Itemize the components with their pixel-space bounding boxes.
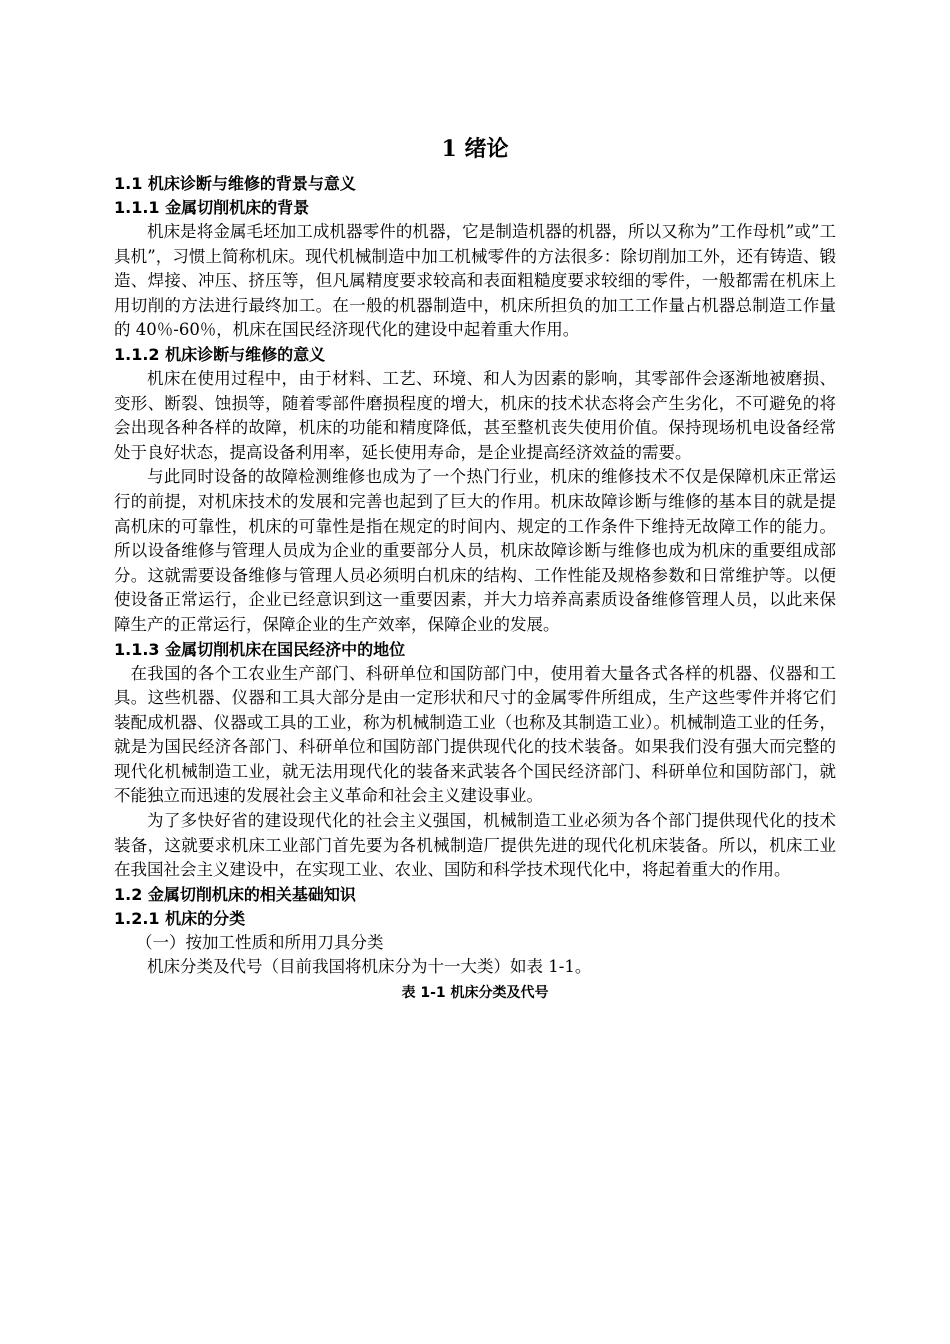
- paragraph-maintenance-industry: 与此同时设备的故障检测维修也成为了一个热门行业，机床的维修技术不仅是保障机床正常运行的前提，对机床技术的发展和完善也起到了巨大的作用。机床故障诊断与维修的基本目的就是提高机床的可靠性，机床的可靠性是指在规定的时间内、规定的工作条件下维持无故障工作的能力。所以设备维修与管理人员成为企业的重要部分人员，机床故障诊断与维修也成为机床的重要组成部分。这就需要设备维修与管理人员必须明白机床的结构、工作性能及规格参数和日常维护等。以便使设备正常运行，企业已经意识到这一重要因素，并大力培养高素质设备维修管理人员，以此来保障生产的正常运行，保障企业的生产效率，保障企业的发展。: [114, 467, 836, 634]
- section-heading-1-2-1: 1.2.1 机床的分类: [114, 908, 246, 928]
- list-item-classification-by-process: （一）按加工性质和所用刀具分类: [136, 932, 384, 952]
- paragraph-diagnosis-significance: 机床在使用过程中，由于材料、工艺、环境、和人为因素的影响，其零部件会逐渐地被磨损、变形、断裂、蚀损等，随着零部件磨损程度的增大，机床的技术状态将会产生劣化，不可避免的将会出现各种各样的故障，机床的功能和精度降低，甚至整机丧失使用价值。保持现场机电设备经常处于良好状态，提高设备利用率，延长使用寿命，是企业提高经济效益的需要。: [114, 368, 836, 462]
- section-heading-1-1: 1.1 机床诊断与维修的背景与意义: [114, 174, 356, 193]
- paragraph-modernization: 为了多快好省的建设现代化的社会主义强国，机械制造工业必须为各个部门提供现代化的技术装备，这就要求机床工业部门首先要为各机械制造厂提供先进的现代化机床装备。所以，机床工业在我国社会主义建设中，在实现工业、农业、国防和科学技术现代化中，将起着重大的作用。: [114, 811, 836, 880]
- paragraph-machine-tool-background: 机床是将金属毛坯加工成机器零件的机器，它是制造机器的机器，所以又称为”工作母机”或”工具机”，习惯上简称机床。现代机械制造中加工机械零件的方法很多：除切削加工外，还有铸造、锻造、焊接、冲压、挤压等，但凡属精度要求较高和表面粗糙度要求较细的零件，一般都需在机床上用切削的方法进行最终加工。在一般的机器制造中，机床所担负的加工工作量占机器总制造工作量的 40％-60％，机床在国民经济现代化的建设中起着重大作用。: [114, 222, 836, 340]
- section-heading-1-1-3: 1.1.3 金属切削机床在国民经济中的地位: [114, 639, 406, 659]
- page-content: [114, 132, 836, 1004]
- section-heading-1-1-2: 1.1.2 机床诊断与维修的意义: [114, 344, 326, 364]
- paragraph-national-economy-role: 在我国的各个工农业生产部门、科研单位和国防部门中，使用着大量各式各样的机器、仪器和工具。这些机器、仪器和工具大部分是由一定形状和尺寸的金属零件所组成，生产这些零件并将它们装配成机器、仪器或工具的工业，称为机械制造工业（也称及其制造工业）。机械制造工业的任务，就是为国民经济各部门、科研单位和国防部门提供现代化的技术装备。如果我们没有强大而完整的现代化机械制造工业，就无法用现代化的装备来武装各个国民经济部门、科研单位和国防部门，就不能独立而迅速的发展社会主义革命和社会主义建设事业。: [114, 663, 836, 806]
- section-heading-1-1-1: 1.1.1 金属切削机床的背景: [114, 198, 310, 217]
- paragraph-classification-intro: 机床分类及代号（目前我国将机床分为十一大类）如表 1-1。: [147, 957, 592, 977]
- table-caption: 表 1-1 机床分类及代号: [401, 985, 549, 1002]
- section-heading-1-2: 1.2 金属切削机床的相关基础知识: [114, 884, 356, 904]
- chapter-title: 1 绪论: [441, 136, 509, 162]
